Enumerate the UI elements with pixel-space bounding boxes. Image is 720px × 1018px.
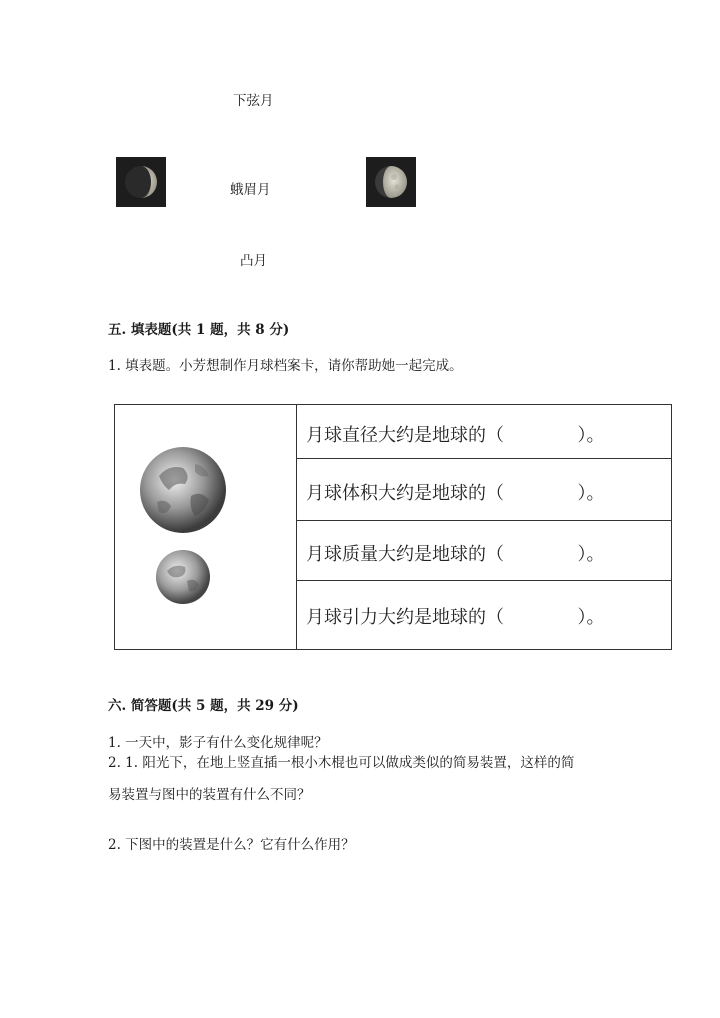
table-divider-row2 [297, 520, 671, 521]
moon-photo-small [155, 549, 211, 605]
earth-photo-large [139, 446, 227, 534]
section5-question: 1. 填表题。小芳想制作月球档案卡，请你帮助她一起完成。 [108, 358, 463, 374]
section6-question-3: 2. 下图中的装置是什么？它有什么作用？ [108, 837, 355, 853]
table-row-1 [306, 421, 604, 447]
table-row-1-close: ）。 [577, 425, 605, 446]
table-divider-row3 [297, 580, 671, 581]
table-row-4 [306, 603, 604, 629]
section6-heading: 六. 简答题(共 5 题，共 29 分) [108, 698, 299, 714]
table-row-3-text: 月球质量大约是地球的（ [306, 544, 504, 565]
table-divider-row1 [297, 458, 671, 459]
section6-question-1: 1. 一天中，影子有什么变化规律呢？ [108, 735, 328, 751]
table-row-3 [306, 540, 604, 566]
section6-question-2-line2: 易装置与图中的装置有什么不同？ [108, 787, 311, 803]
table-row-4-text: 月球引力大约是地球的（ [306, 607, 504, 628]
section6-question-2-line1: 2. 1. 阳光下，在地上竖直插一根小木棍也可以做成类似的简易装置，这样的简 [108, 755, 575, 771]
table-row-2-close: ）。 [577, 483, 605, 504]
table-divider-vertical [296, 405, 297, 649]
table-row-4-close: ）。 [577, 607, 605, 628]
moon-phase-label-last-quarter: 下弦月 [233, 93, 274, 109]
moon-phase-label-gibbous: 凸月 [240, 253, 267, 269]
table-row-2 [306, 479, 604, 505]
section5-heading: 五. 填表题(共 1 题，共 8 分) [108, 322, 290, 338]
table-row-3-close: ）。 [577, 544, 605, 565]
table-row-1-text: 月球直径大约是地球的（ [306, 425, 504, 446]
table-row-2-text: 月球体积大约是地球的（ [306, 483, 504, 504]
crescent-moon-photo [116, 157, 166, 207]
gibbous-moon-photo [366, 157, 416, 207]
moon-phase-label-waxing-crescent: 蛾眉月 [230, 182, 271, 198]
